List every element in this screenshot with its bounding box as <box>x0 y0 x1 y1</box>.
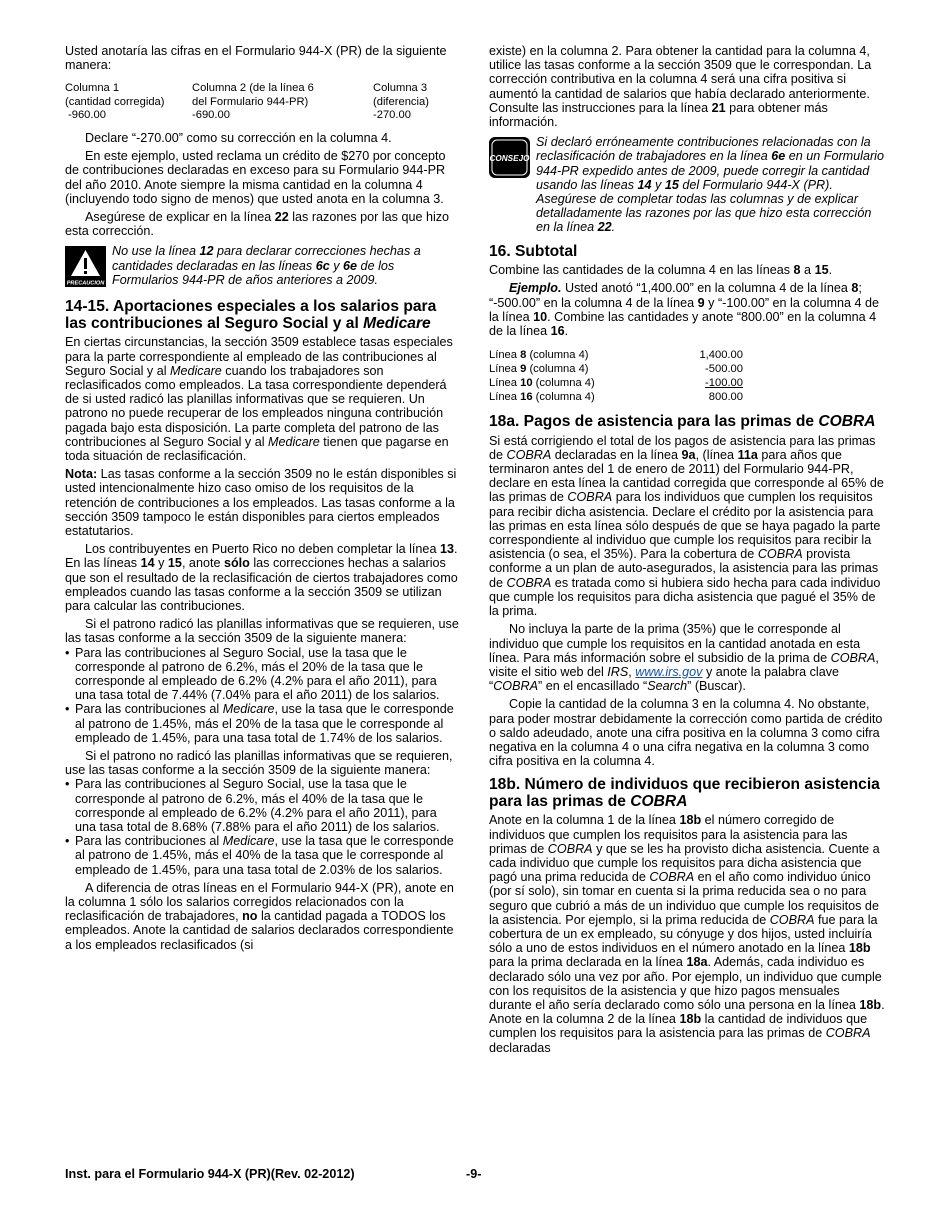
caution-icon <box>65 246 106 287</box>
heading-18a: 18a. Pagos de asistencia para las primas de COBRA <box>489 413 876 431</box>
cobra-paragraph-2: No incluya la parte de la prima (35%) que le corresponde al individuo que cumple los requisitos en la cantidad anotada en esta línea. Para más información sobre el subsidio de la prima de COBRA, visite el sitio web del IRS, www.irs.gov y anote la palabra clave “COBRA” en el encasillado “Search” (Buscar). <box>489 622 879 694</box>
caution-note: PRECAUCION No use la línea 12 para declarar correcciones hechas a cantidades declaradas en las líneas 6c y 6e de los Formularios 944-PR de años anteriores a 2009. <box>66 244 421 287</box>
page-number: -9- <box>466 1167 482 1181</box>
column-1-header: Columna 1 (cantidad corregida) <box>65 82 165 108</box>
column-2-header: Columna 2 (de la línea 6 del Formulario 944-PR) <box>192 82 314 108</box>
bullet-icon: • <box>65 777 70 792</box>
heading-16-subtotal: 16. Subtotal <box>489 242 578 260</box>
continued-paragraph: existe) en la columna 2. Para obtener la cantidad para la columna 4, utilice las tasas conforme a la sección 3509 que le correspondan. La corrección contributiva en la columna 4 será una cifra positiva si aumentó la cantidad de salarios que había declarado anteriormente. Consulte las instrucciones para la línea 21 para obtener más información. <box>489 44 872 130</box>
puerto-rico-paragraph: Los contribuyentes en Puerto Rico no deben completar la línea 13. En las líneas 14 y 15, anote sólo las correcciones hechas a salarios que son el resultado de la reclasificación de ciertos trabajadores como empleados cuando las tasas conforme a la sección 3509 se utilizan para calcular las contribuciones. <box>65 542 458 613</box>
column-1-value: -960.00 <box>68 109 106 122</box>
form-label: Inst. para el Formulario 944-X (PR)(Rev. 02-2012) <box>65 1167 355 1181</box>
tip-icon-label: CONSEJO <box>489 154 530 164</box>
heading-14-15: 14-15. Aportaciones especiales a los salarios para las contribuciones al Seguro Social y al Medicare <box>65 298 437 332</box>
tip-icon <box>489 137 530 178</box>
cobra-paragraph-1: Si está corrigiendo el total de los pagos de asistencia para las primas de COBRA declaradas en la línea 9a, (línea 11a para años que terminaron antes del 1 de enero de 2011) del Formulario 944-PR, declare en esta línea la cantidad corregida que corresponde al 65% de las primas de COBRA para los individuos que cumplen los requisitos para recibir dicha asistencia. Declare el crédito por la asistencia para las primas en esta línea sólo después de que se haya pagado la parte correspondiente al individuo que cumple los requisitos para recibir la asistencia (o sea, el 35%). Para la cobertura de COBRA provista conforme a un plan de auto-asegurados, la asistencia para las primas de COBRA es tratada como si hubiera sido hecha para cada individuo que cumple los requisitos para dicha asistencia que pagué el 35% de la prima. <box>489 433 884 619</box>
explain-paragraph: Asegúrese de explicar en la línea 22 las razones por las que hizo esta corrección. <box>65 209 450 239</box>
tip-note: CONSEJO Si declaró erróneamente contribuciones relacionadas con la reclasificación de trabajadores en la línea 6e en un Formulario 944-PR expedido antes de 2009, puede corregir la cantidad usando las líneas 14 y 15 del Formulario 944-X (PR). Asegúrese de completar todas las columnas y de explicar detalladamente las razones por las que hizo esta corrección en la línea 22. <box>489 135 884 235</box>
filed-bullet-social-security: • Para las contribuciones al Seguro Social, use la tasa que le corresponde al patrono de 6.2%, más el 20% de la tasa que le corresponde al empleado de 6.2% (4.2% para el año 2011), para una tasa total de 7.44% (7.04% para el año 2011) de los salarios. <box>65 645 440 703</box>
filed-bullet-medicare: • Para las contribuciones al Medicare, use la tasa que le corresponde al patrono de 1.45%, más el 20% de la tasa que le corresponde al empleado de 1.45%, para una tasa total de 1.74% de los salarios. <box>65 702 454 745</box>
right-column <box>489 44 885 1059</box>
heading-18b: 18b. Número de individuos que recibieron asistencia para las primas de COBRA <box>489 776 880 810</box>
section-3509-paragraph: En ciertas circunstancias, la sección 3509 establece tasas especiales para la parte correspondiente al empleado de las contribuciones al Seguro Social y al Medicare cuando los trabajadores son reclasificados como empleados. La tasa correspondiente dependerá de si usted radicó las planillas informativas que se requieren. Un patrono no puede recuperar de los empleados ninguna contribución pagada bajo esta disposición. La parte completa del patrono de las contribuciones al Seguro Social y al Medicare tienen que pagarse en toda situación de reclasificación. <box>65 335 453 463</box>
column-3-value: -270.00 <box>373 109 411 122</box>
subtotal-lines-table <box>489 348 743 404</box>
filed-paragraph: Si el patrono radicó las planillas informativas que se requieren, use las tasas conforme a la sección 3509 de la siguiente manera: <box>65 617 459 646</box>
not-filed-bullet-medicare: • Para las contribuciones al Medicare, use la tasa que le corresponde al patrono de 1.45%, más el 40% de la tasa que le corresponde al empleado de 1.45%, para una tasa total de 2.03% de los salarios. <box>65 834 454 877</box>
comparison-table <box>65 82 429 123</box>
caution-icon-label: PRECAUCION <box>66 280 105 287</box>
individuals-paragraph: Anote en la columna 1 de la línea 18b el número corregido de individuos que cumplen los requisitos para la asistencia para las primas de COBRA y que se les ha provisto dicha asistencia. Cuente a cada individuo que cumple los requisitos para dicha asistencia que pagó una prima reducida de COBRA en el año como individuo único (por sí solo), sin tomar en cuenta si la prima reducida sea o no para seguro que cubrió a más de un individuo que cumple los requisitos de la asistencia. Por ejemplo, si la prima reducida de COBRA fue para la cobertura de un ex empleado, su cónyuge y dos hijos, usted incluiría sólo a uno de estos individuos en el número anotado en la línea 18b para la prima declarada en la línea 18a. Además, cada individuo es declarado sólo una vez por año. Por ejemplo, un individuo que cumple con los requisitos de la asistencia y que hizo pagos mensuales durante el año sería declarado como sólo una persona en la línea 18b. Anote en la columna 2 de la línea 18b la cantidad de individuos que cumplen los requisitos para la asistencia para las primas de COBRA declaradas <box>489 813 885 1055</box>
subtotal-paragraph: Combine las cantidades de la columna 4 en las líneas 8 a 15. <box>489 263 833 278</box>
bullet-icon: • <box>65 834 70 849</box>
table-row: Línea 16 (columna 4) 800.00 <box>489 391 743 404</box>
not-filed-bullet-social-security: • Para las contribuciones al Seguro Social, use la tasa que le corresponde al patrono de 6.2%, más el 40% de la tasa que le corresponde al empleado de 6.2% (4.2% para el año 2011), para una tasa total de 8.68% (7.88% para el año 2011) de los salarios. <box>65 777 440 835</box>
bullet-icon: • <box>65 702 70 717</box>
note-paragraph: Nota: Las tasas conforme a la sección 3509 no le están disponibles si usted intencionalmente hizo caso omiso de los requisitos de la retención de contribuciones a los empleados. Las tasas conforme a la sección 3509 tampoco le están disponibles para ciertos empleados estatutarios. <box>65 467 457 538</box>
not-filed-paragraph: Si el patrono no radicó las planillas informativas que se requieren, use las tasas conforme a la sección 3509 de la siguiente manera: <box>65 749 453 778</box>
irs-website-link[interactable]: www.irs.gov <box>635 664 703 679</box>
bullet-icon: • <box>65 645 70 660</box>
column-3-header: Columna 3 (diferencia) <box>373 82 429 108</box>
subtotal-example-paragraph: Ejemplo. Usted anotó “1,400.00” en la columna 4 de la línea 8; “-500.00” en la columna 4 de la línea 9 y “-100.00” en la columna 4 de la línea 10. Combine las cantidades y anote “800.00” en la columna 4 de la línea 16. <box>489 281 879 338</box>
difference-paragraph: A diferencia de otras líneas en el Formulario 944-X (PR), anote en la columna 1 sólo los salarios corregidos relacionados con la reclasificación de trabajadores, no la cantidad pagada a TODOS los empleados. Anote la cantidad de salarios declarados correspondiente a los empleados reclasificados (si <box>65 880 454 952</box>
table-row: Línea 10 (columna 4) -100.00 <box>489 377 743 390</box>
declare-paragraph: Declare “-270.00” como su corrección en la columna 4. <box>85 130 392 145</box>
example-paragraph: En este ejemplo, usted reclama un crédito de $270 por concepto de contribuciones declaradas en exceso para su Formulario 944-PR del año 2010. Anote siempre la misma cantidad en la columna 4 (incluyendo todo signo de menos) que usted anota en la columna 3. <box>65 149 446 206</box>
left-column <box>65 44 460 956</box>
column-2-value: -690.00 <box>192 109 230 122</box>
intro-paragraph: Usted anotaría las cifras en el Formulario 944-X (PR) de la siguiente manera: <box>65 44 447 73</box>
table-row: Línea 8 (columna 4) 1,400.00 <box>489 349 743 362</box>
cobra-paragraph-3: Copie la cantidad de la columna 3 en la columna 4. No obstante, para poder mostrar debidamente la corrección como partida de crédito o saldo adeudado, anote una cifra positiva en la columna 3 como cifra negativa en la columna 4 o una cifra negativa en la columna 3 como cifra positiva en la columna 4. <box>489 697 883 769</box>
table-row: Línea 9 (columna 4) -500.00 <box>489 363 743 376</box>
